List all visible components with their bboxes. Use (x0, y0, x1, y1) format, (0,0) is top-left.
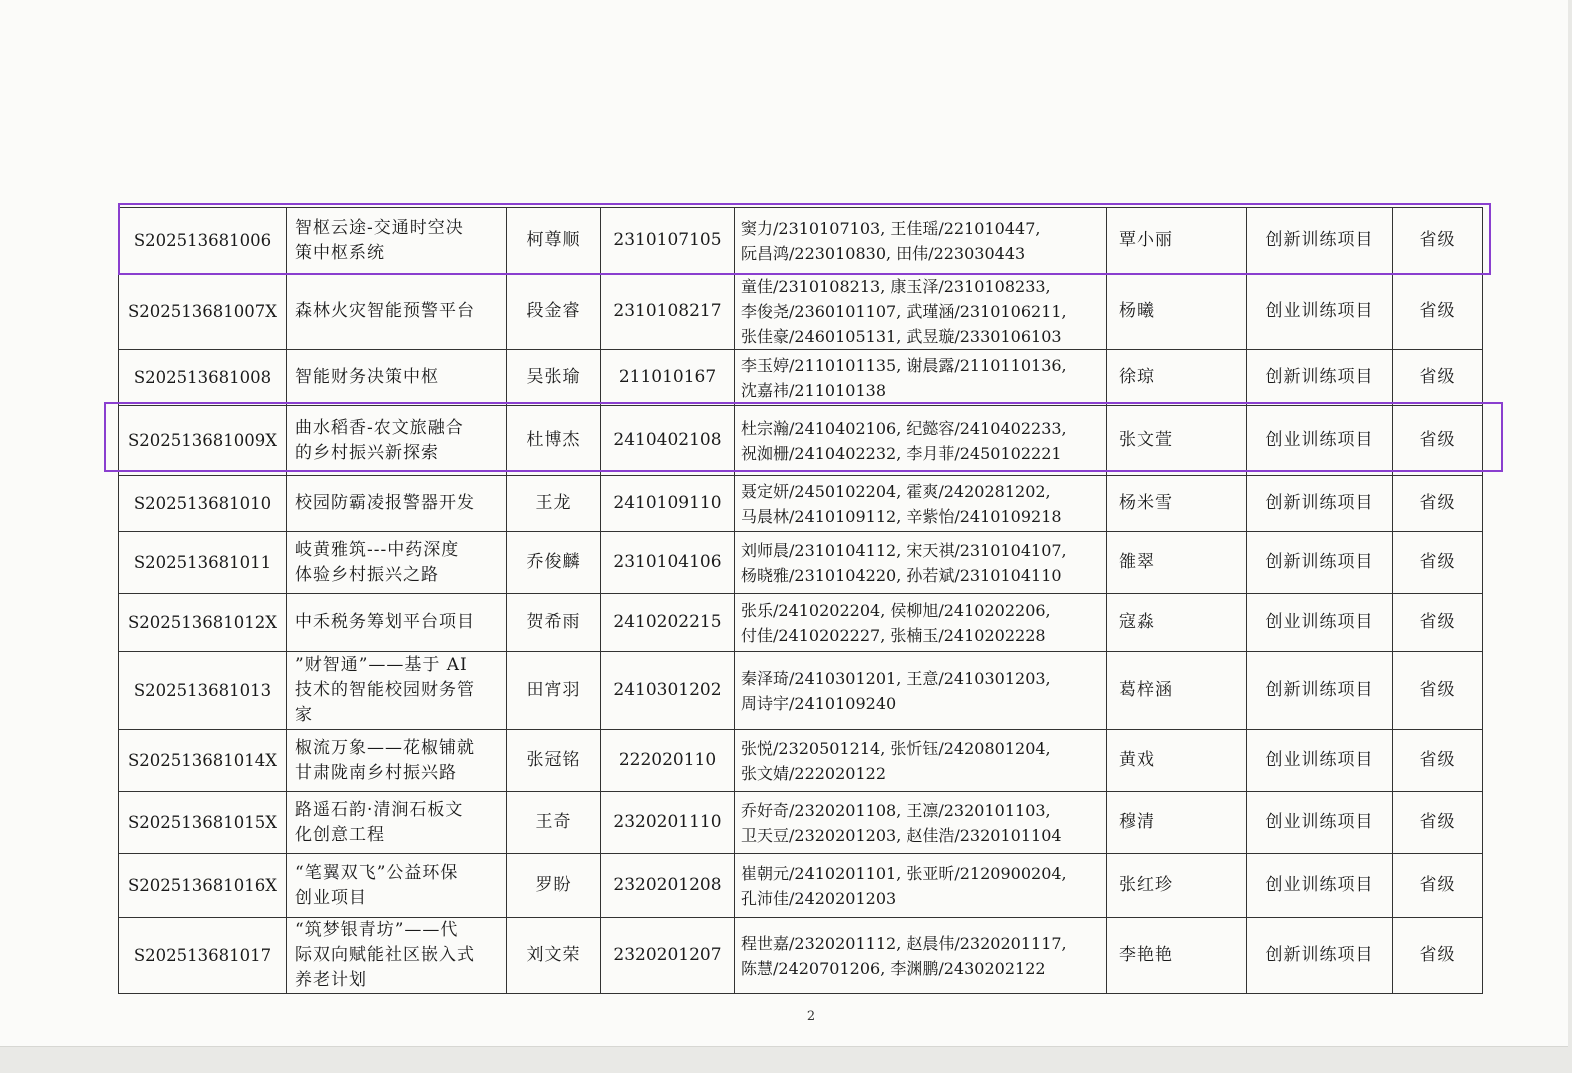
project-name-cell-line: 中禾税务筹划平台项目 (295, 612, 475, 632)
project-code-cell: S202513681016X (119, 854, 287, 918)
members-cell-line: 祝洳栅/2410402232, 李月菲/2450102221 (741, 443, 1062, 463)
project-name-cell-line: 路遥石韵·清涧石板文 (295, 799, 464, 820)
members-cell (735, 918, 1107, 994)
members-cell-line: 窦力/2310107103, 王佳瑶/221010447, (741, 218, 1041, 238)
mentor-cell: 黄戏 (1107, 730, 1247, 792)
table-body (119, 208, 1483, 994)
members-cell (735, 532, 1107, 594)
project-name-cell (287, 730, 507, 792)
members-cell-line: 童佳/2310108213, 康玉泽/2310108233, (741, 277, 1051, 296)
members-cell-line: 杜宗瀚/2410402106, 纪懿容/2410402233, (741, 418, 1067, 438)
members-cell-line: 李玉婷/2110101135, 谢晨露/2110110136, (741, 355, 1067, 375)
project-code-cell: S202513681017 (119, 918, 287, 994)
leader-name-cell: 杜博杰 (507, 406, 601, 476)
table-row (119, 208, 1483, 274)
student-id-cell: 2410202215 (601, 594, 735, 652)
table-row (119, 274, 1483, 350)
table-row (119, 918, 1483, 994)
members-cell-line: 张文婧/222020122 (741, 763, 887, 783)
project-code-cell: S202513681011 (119, 532, 287, 594)
members-cell-line: 刘师晨/2310104112, 宋天祺/2310104107, (741, 540, 1067, 560)
project-level-cell: 省级 (1393, 274, 1483, 350)
members-cell-line: 聂定妍/2450102204, 霍爽/2420281202, (741, 481, 1051, 501)
student-id-cell: 2410402108 (601, 406, 735, 476)
members-cell-line: 阮昌鸿/223010830, 田伟/223030443 (741, 243, 1026, 263)
members-cell-line: 孔沛佳/2420201203 (741, 888, 897, 908)
members-cell-line: 卫天豆/2320201203, 赵佳浩/2320101104 (741, 825, 1062, 845)
members-cell-line: 李俊尧/2360101107, 武瑾涵/2310106211, (741, 302, 1067, 321)
project-code-cell: S202513681006 (119, 208, 287, 274)
student-id-cell: 2310108217 (601, 274, 735, 350)
project-level-cell: 省级 (1393, 918, 1483, 994)
project-type-cell: 创业训练项目 (1247, 594, 1393, 652)
project-level-cell: 省级 (1393, 476, 1483, 532)
leader-name-cell: 张冠铭 (507, 730, 601, 792)
student-id-cell: 2310104106 (601, 532, 735, 594)
mentor-cell: 李艳艳 (1107, 918, 1247, 994)
mentor-cell: 张文萱 (1107, 406, 1247, 476)
project-name-cell-line: ”财智通”——基于 AI (295, 655, 468, 675)
members-cell-line: 陈慧/2420701206, 李渊鹏/2430202122 (741, 958, 1046, 978)
mentor-cell: 徐琼 (1107, 350, 1247, 406)
table-row (119, 792, 1483, 854)
members-cell (735, 274, 1107, 350)
project-level-cell: 省级 (1393, 792, 1483, 854)
mentor-cell: 杨曦 (1107, 274, 1247, 350)
members-cell-line: 乔好奇/2320201108, 王凛/2320101103, (741, 800, 1051, 820)
project-name-cell (287, 350, 507, 406)
leader-name-cell: 贺希雨 (507, 594, 601, 652)
project-name-cell-line: 椒流万象——花椒铺就 (295, 737, 475, 758)
student-id-cell: 2320201208 (601, 854, 735, 918)
project-level-cell: 省级 (1393, 350, 1483, 406)
student-id-cell: 211010167 (601, 350, 735, 406)
project-name-cell-line: 际双向赋能社区嵌入式 (295, 945, 475, 965)
student-id-cell: 2320201207 (601, 918, 735, 994)
members-cell-line: 张佳豪/2460105131, 武昱璇/2330106103 (741, 327, 1062, 346)
project-code-cell: S202513681009X (119, 406, 287, 476)
leader-name-cell: 柯尊顺 (507, 208, 601, 274)
project-name-cell-line: 的乡村振兴新探索 (295, 442, 439, 463)
members-cell-line: 秦泽琦/2410301201, 王意/2410301203, (741, 668, 1051, 688)
project-name-cell-line: 化创意工程 (295, 824, 385, 845)
student-id-cell: 222020110 (601, 730, 735, 792)
project-name-cell (287, 792, 507, 854)
mentor-cell: 张红珍 (1107, 854, 1247, 918)
members-cell (735, 730, 1107, 792)
project-name-cell (287, 208, 507, 274)
project-name-cell (287, 532, 507, 594)
project-name-cell-line: “笔翼双飞”公益环保 (295, 862, 459, 883)
project-code-cell: S202513681012X (119, 594, 287, 652)
project-name-cell-line: 校园防霸凌报警器开发 (295, 493, 475, 513)
members-cell (735, 594, 1107, 652)
table-row (119, 730, 1483, 792)
members-cell-line: 张乐/2410202204, 侯柳旭/2410202206, (741, 600, 1051, 620)
mentor-cell: 穆清 (1107, 792, 1247, 854)
project-name-cell-line: 创业项目 (295, 887, 367, 908)
members-cell-line: 杨晓雅/2310104220, 孙若斌/2310104110 (741, 565, 1062, 585)
leader-name-cell: 吴张瑜 (507, 350, 601, 406)
project-type-cell: 创业训练项目 (1247, 854, 1393, 918)
project-type-cell: 创业训练项目 (1247, 406, 1393, 476)
project-name-cell-line: 养老计划 (295, 970, 367, 990)
project-name-cell (287, 918, 507, 994)
project-table (118, 207, 1483, 994)
project-name-cell-line: 体验乡村振兴之路 (295, 564, 439, 585)
project-name-cell (287, 594, 507, 652)
table-row (119, 532, 1483, 594)
mentor-cell: 寇淼 (1107, 594, 1247, 652)
members-cell-line: 付佳/2410202227, 张楠玉/2410202228 (741, 625, 1046, 645)
student-id-cell: 2410109110 (601, 476, 735, 532)
project-name-cell-line: 智枢云途-交通时空决 (295, 217, 464, 238)
members-cell (735, 652, 1107, 730)
members-cell-line: 沈嘉祎/211010138 (741, 380, 887, 400)
leader-name-cell: 刘文荣 (507, 918, 601, 994)
project-type-cell: 创新训练项目 (1247, 918, 1393, 994)
project-code-cell: S202513681007X (119, 274, 287, 350)
project-code-cell: S202513681014X (119, 730, 287, 792)
leader-name-cell: 王龙 (507, 476, 601, 532)
members-cell-line: 张悦/2320501214, 张忻钰/2420801204, (741, 738, 1051, 758)
project-type-cell: 创业训练项目 (1247, 274, 1393, 350)
student-id-cell: 2310107105 (601, 208, 735, 274)
project-name-cell-line: 家 (295, 705, 313, 725)
project-type-cell: 创新训练项目 (1247, 652, 1393, 730)
mentor-cell: 覃小丽 (1107, 208, 1247, 274)
members-cell (735, 208, 1107, 274)
table-row (119, 652, 1483, 730)
leader-name-cell: 乔俊麟 (507, 532, 601, 594)
page-number: 2 (806, 1009, 816, 1024)
project-code-cell: S202513681010 (119, 476, 287, 532)
project-name-cell-line: 曲水稻香-农文旅融合 (295, 417, 464, 438)
project-level-cell: 省级 (1393, 406, 1483, 476)
project-code-cell: S202513681008 (119, 350, 287, 406)
project-level-cell: 省级 (1393, 854, 1483, 918)
project-name-cell (287, 476, 507, 532)
table-row (119, 854, 1483, 918)
project-name-cell (287, 854, 507, 918)
project-name-cell-line: “筑梦银青坊”——代 (295, 920, 459, 940)
table-row (119, 476, 1483, 532)
leader-name-cell: 段金睿 (507, 274, 601, 350)
project-type-cell: 创新训练项目 (1247, 476, 1393, 532)
project-level-cell: 省级 (1393, 532, 1483, 594)
project-name-cell (287, 274, 507, 350)
project-type-cell: 创业训练项目 (1247, 730, 1393, 792)
table-row (119, 406, 1483, 476)
members-cell (735, 406, 1107, 476)
mentor-cell: 雒翠 (1107, 532, 1247, 594)
leader-name-cell: 田宵羽 (507, 652, 601, 730)
project-name-cell-line: 岐黄雅筑---中药深度 (295, 539, 460, 560)
student-id-cell: 2410301202 (601, 652, 735, 730)
project-level-cell: 省级 (1393, 730, 1483, 792)
table-row (119, 594, 1483, 652)
members-cell-line: 周诗宇/2410109240 (741, 693, 897, 713)
members-cell (735, 792, 1107, 854)
project-code-cell: S202513681013 (119, 652, 287, 730)
project-name-cell-line: 策中枢系统 (295, 242, 385, 263)
project-code-cell: S202513681015X (119, 792, 287, 854)
members-cell-line: 马晨林/2410109112, 辛紫怡/2410109218 (741, 506, 1062, 526)
project-name-cell-line: 甘肃陇南乡村振兴路 (295, 762, 457, 783)
project-table-container (118, 207, 1482, 994)
project-name-cell-line: 森林火灾智能预警平台 (295, 301, 475, 321)
student-id-cell: 2320201110 (601, 792, 735, 854)
project-level-cell: 省级 (1393, 594, 1483, 652)
project-name-cell (287, 652, 507, 730)
members-cell (735, 350, 1107, 406)
members-cell (735, 476, 1107, 532)
project-type-cell: 创新训练项目 (1247, 208, 1393, 274)
leader-name-cell: 王奇 (507, 792, 601, 854)
leader-name-cell: 罗盼 (507, 854, 601, 918)
mentor-cell: 葛梓涵 (1107, 652, 1247, 730)
project-name-cell-line: 智能财务决策中枢 (295, 367, 439, 387)
mentor-cell: 杨米雪 (1107, 476, 1247, 532)
project-level-cell: 省级 (1393, 652, 1483, 730)
members-cell (735, 854, 1107, 918)
project-name-cell (287, 406, 507, 476)
table-row (119, 350, 1483, 406)
project-type-cell: 创业训练项目 (1247, 792, 1393, 854)
project-type-cell: 创新训练项目 (1247, 350, 1393, 406)
project-level-cell: 省级 (1393, 208, 1483, 274)
project-name-cell-line: 技术的智能校园财务管 (295, 680, 475, 700)
members-cell-line: 程世嘉/2320201112, 赵晨伟/2320201117, (741, 933, 1067, 953)
project-type-cell: 创新训练项目 (1247, 532, 1393, 594)
members-cell-line: 崔朝元/2410201101, 张亚昕/2120900204, (741, 863, 1067, 883)
